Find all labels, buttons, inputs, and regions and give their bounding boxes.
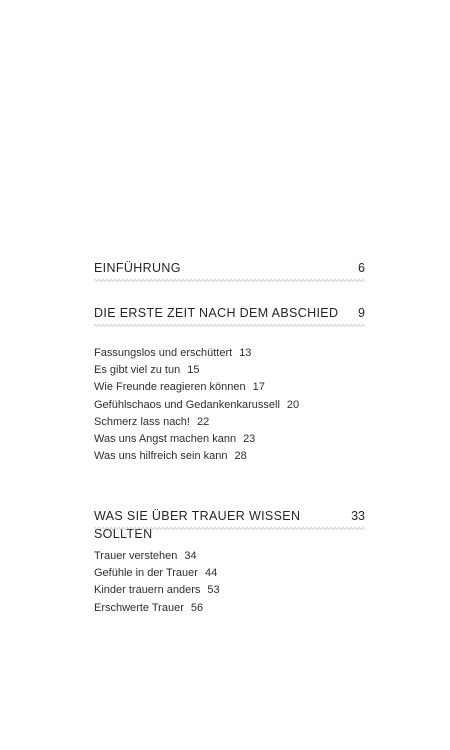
entry-title: Kinder trauern anders	[94, 584, 201, 597]
chapter-title: EINFÜHRUNG	[94, 261, 181, 275]
entry-page-number: 22	[196, 415, 210, 428]
entry-title: Fassungslos und erschüttert	[94, 347, 233, 359]
entry-title: Gefühle in der Trauer	[94, 567, 198, 580]
toc-entry[interactable]	[94, 600, 365, 617]
entry-title: Was uns hilfreich sein kann	[94, 450, 228, 463]
chapter-heading[interactable]	[94, 259, 365, 277]
entry-page-number: 17	[252, 381, 265, 394]
toc-entry[interactable]	[94, 414, 365, 431]
chapter-heading[interactable]	[94, 304, 365, 322]
entry-page-number: 13	[239, 347, 252, 359]
chapter-title: DIE ERSTE ZEIT NACH DEM ABSCHIED	[94, 306, 339, 320]
chapter-title: WAS SIE ÜBER TRAUER WISSEN SOLLTEN	[94, 509, 301, 541]
entry-title: Wie Freunde reagieren können	[94, 381, 246, 394]
toc-entry[interactable]	[94, 362, 365, 379]
chapter-page-number: 6	[358, 261, 365, 275]
section-list	[94, 548, 365, 617]
toc-entry[interactable]	[94, 448, 365, 465]
section-list	[94, 345, 365, 465]
entry-page-number: 23	[243, 432, 256, 445]
wavy-divider	[94, 278, 365, 283]
entry-page-number: 53	[207, 584, 220, 597]
toc-entry[interactable]	[94, 582, 365, 599]
entry-title: Trauer verstehen	[94, 550, 178, 562]
entry-title: Was uns Angst machen kann	[94, 432, 237, 445]
wavy-divider	[94, 323, 365, 328]
toc-entry[interactable]	[94, 565, 365, 582]
toc-entry[interactable]	[94, 397, 365, 414]
entry-page-number: 28	[234, 450, 247, 463]
entry-page-number: 56	[190, 601, 204, 614]
toc-entry[interactable]	[94, 431, 365, 448]
entry-title: Schmerz lass nach!	[94, 415, 190, 428]
table-of-contents	[94, 259, 365, 617]
entry-page-number: 44	[204, 567, 218, 580]
chapter-page-number: 33	[351, 509, 365, 523]
chapter-trauer-wissen	[94, 507, 365, 617]
toc-entry[interactable]	[94, 548, 365, 565]
toc-entry[interactable]	[94, 345, 365, 362]
chapter-erste-zeit	[94, 304, 365, 507]
toc-entry[interactable]	[94, 379, 365, 396]
entry-page-number: 34	[184, 550, 197, 562]
entry-page-number: 20	[286, 398, 300, 411]
chapter-page-number: 9	[358, 306, 365, 320]
entry-page-number: 15	[187, 364, 200, 377]
entry-title: Gefühlschaos und Gedankenkarussell	[94, 398, 280, 411]
chapter-einfuehrung	[94, 259, 365, 304]
entry-title: Erschwerte Trauer	[94, 601, 184, 614]
entry-title: Es gibt viel zu tun	[94, 364, 181, 377]
chapter-heading[interactable]	[94, 507, 365, 541]
